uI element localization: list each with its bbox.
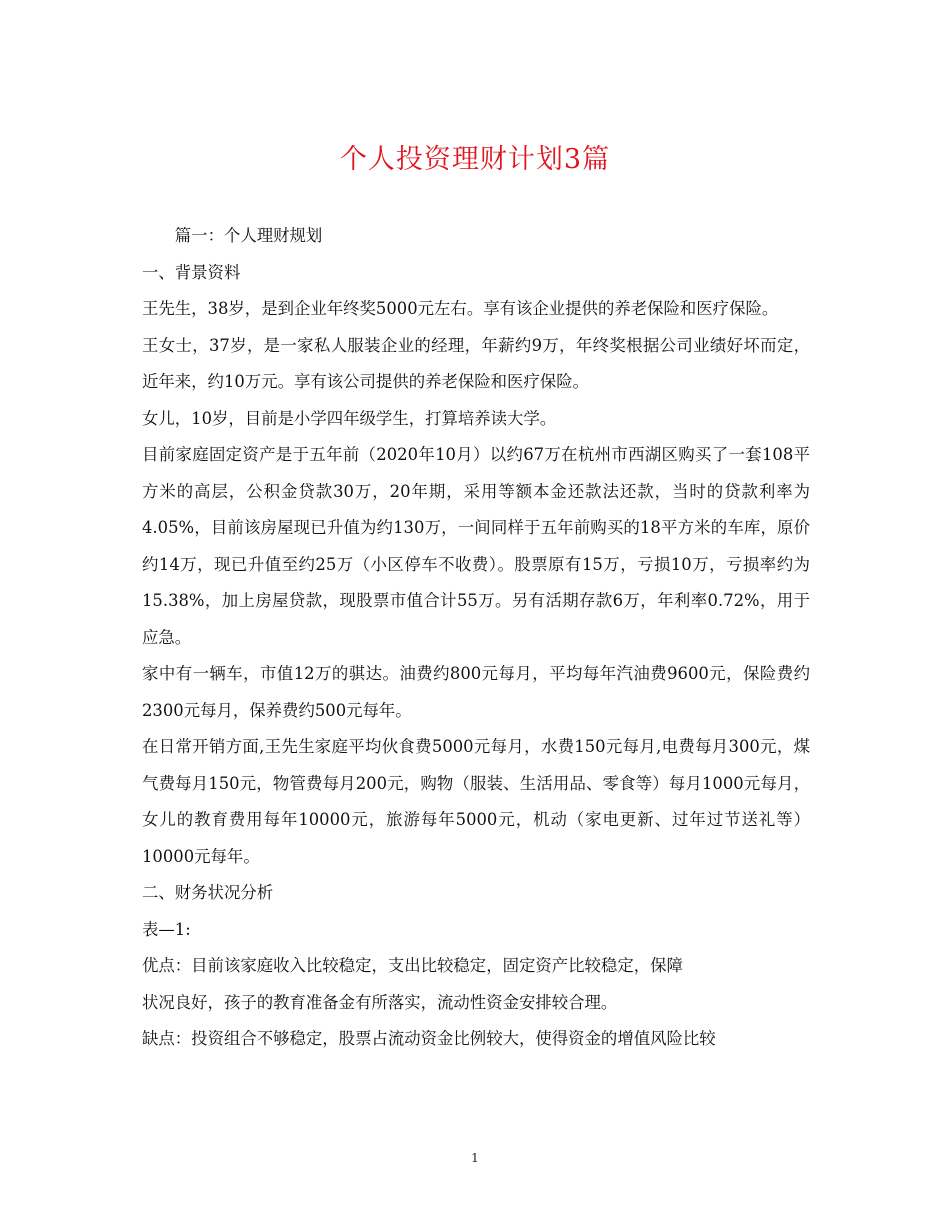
paragraph: 女儿，10岁，目前是小学四年级学生，打算培养读大学。 (142, 408, 557, 428)
page-number: 1 (471, 1151, 479, 1165)
paragraph: 目前家庭固定资产是于五年前（2020年10月）以约67万在杭州市西湖区购买了一套108平方米的高层，公积金贷款30万，20年期，采用等额本金还款法还款，当时的贷款利率为4.05%，目前该房屋现已升值为约130万，一间同样于五年前购买的18平方米的车库，原价约14万，现已升值至约25万（小区停车不收费）。股票原有15万，亏损10万，亏损率约为15.38%，加上房屋贷款，现股票市值合计55万。另有活期存款6万，年利率0.72%，用于应急。 (142, 445, 810, 647)
table-label: 表—1: (142, 919, 191, 939)
subsection-heading: 二、财务状况分析 (142, 883, 274, 902)
paragraph: 在日常开销方面,王先生家庭平均伙食费5000元每月，水费150元每月,电费每月300元，煤气费每月150元，物管费每月200元，购物（服装、生活用品、零食等）每月1000元每月，女儿的教育费用每年10000元，旅游每年5000元，机动（家电更新、过年过节送礼等）10000元每年。 (142, 737, 810, 866)
paragraph: 王女士，37岁，是一家私人服装企业的经理，年薪约9万，年终奖根据公司业绩好坏而定，近年来，约10万元。享有该公司提供的养老保险和医疗保险。 (142, 335, 810, 391)
paragraph: 王先生，38岁，是到企业年终奖5000元左右。享有该企业提供的养老保险和医疗保险。 (142, 299, 779, 318)
document-body (142, 218, 810, 1058)
paragraph: 优点：目前该家庭收入比较稳定，支出比较稳定，固定资产比较稳定，保障 (142, 956, 683, 975)
document-title: 个人投资理财计划3篇 (339, 144, 611, 175)
section-heading: 篇一：个人理财规划 (174, 226, 323, 245)
subsection-heading: 一、背景资料 (142, 262, 241, 282)
paragraph: 缺点：投资组合不够稳定，股票占流动资金比例较大，使得资金的增值风险比较 (142, 1029, 716, 1048)
paragraph: 状况良好，孩子的教育准备金有所落实，流动性资金安排较合理。 (142, 992, 618, 1012)
paragraph: 家中有一辆车，市值12万的骐达。油费约800元每月，平均每年汽油费9600元，保险费约2300元每月，保养费约500元每年。 (142, 664, 810, 720)
